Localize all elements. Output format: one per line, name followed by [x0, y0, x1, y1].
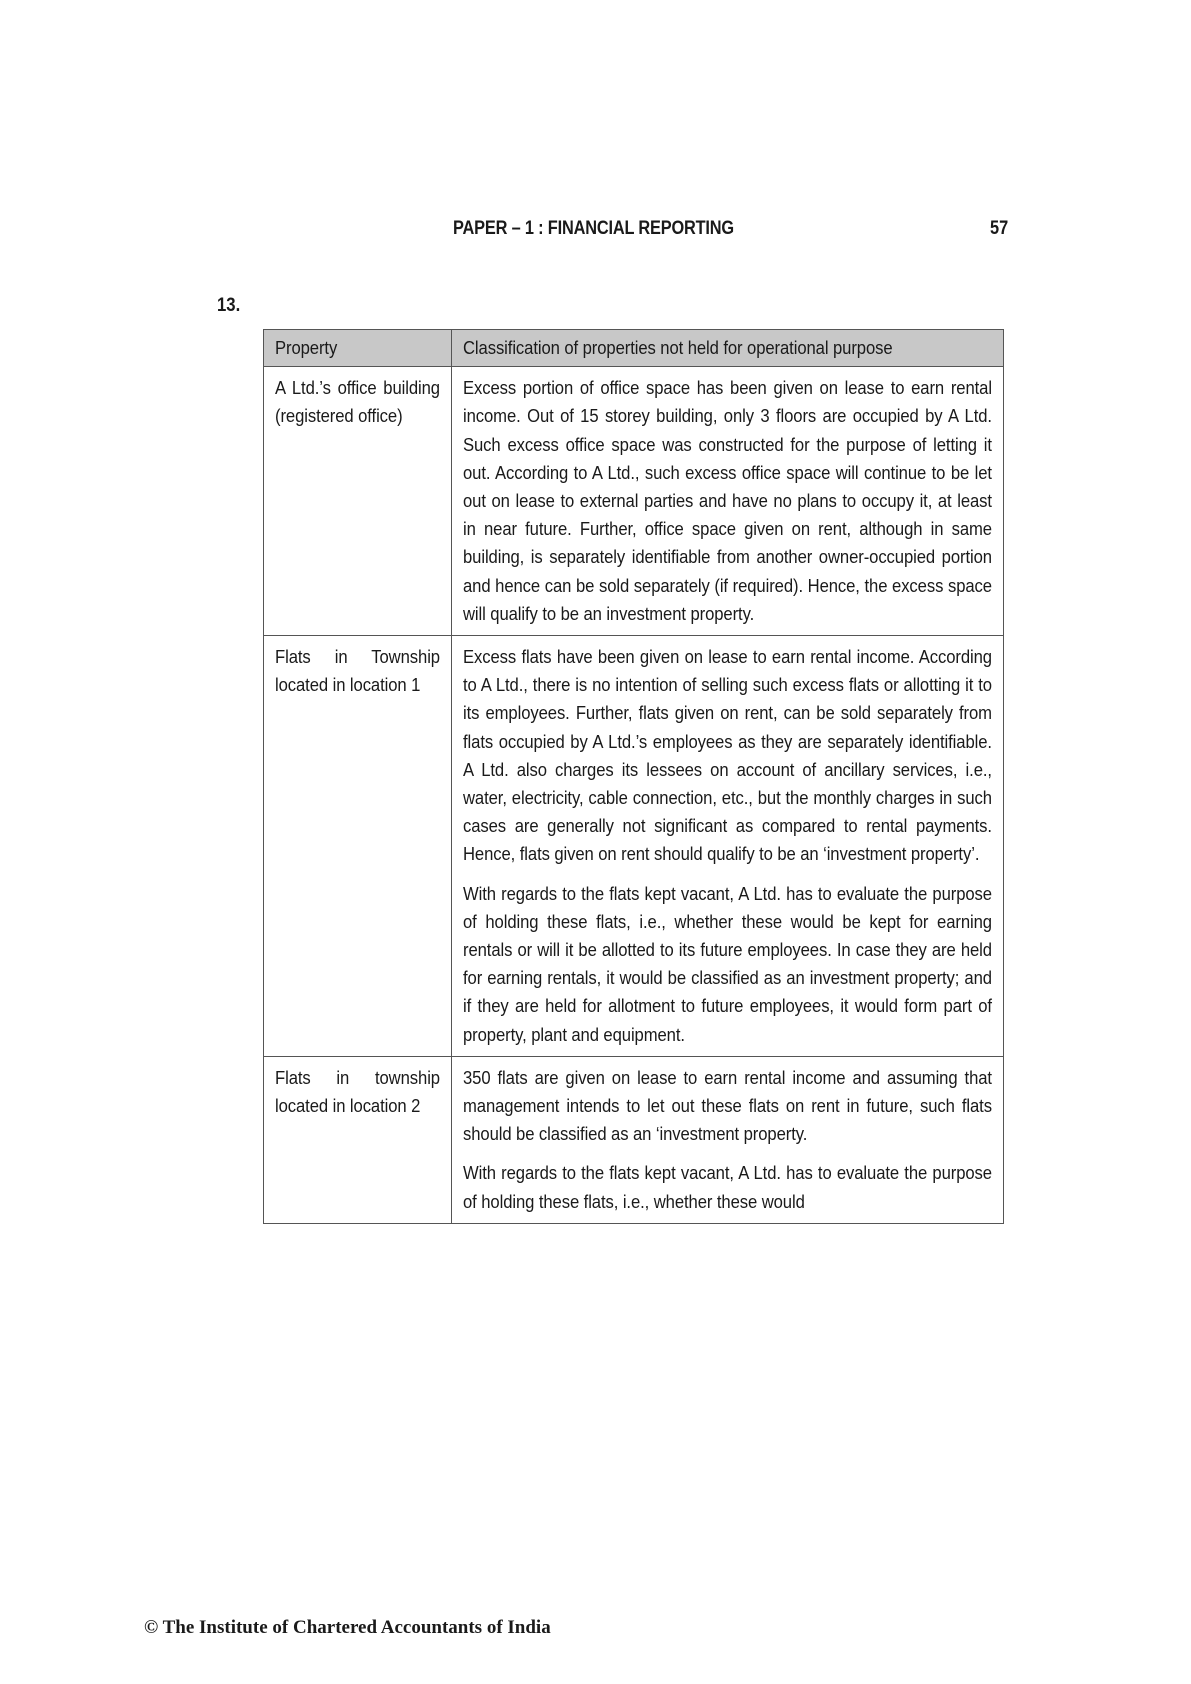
page-header: [0, 218, 1191, 242]
classification-cell: [452, 636, 1004, 1057]
classification-cell: [452, 367, 1004, 636]
classification-table: [263, 329, 1004, 1224]
classification-paragraph: Excess portion of office space has been given on lease to earn rental income. Out of 15 storey building, only 3 floors are occupied by A Ltd. Such excess office space was constructed for the purpose of letting it out. According to A Ltd., such excess office space will continue to be let out on lease to external parties and have no plans to occupy it, at least in near future. Further, office space given on rent, although in same building, is separately identifiable from another owner-occupied portion and hence can be sold separately (if required). Hence, the excess space will qualify to be an investment property.: [463, 377, 992, 624]
property-cell: A Ltd.’s office building (registered office): [264, 367, 452, 636]
page-number: 57: [990, 218, 1009, 239]
table-row: [264, 367, 1004, 636]
header-cell-classification: Classification of properties not held for operational purpose: [452, 330, 1004, 367]
table-header-row: [264, 330, 1004, 367]
classification-paragraph: 350 flats are given on lease to earn rental income and assuming that management intends to let out these flats on rent in future, such flats should be classified as an ‘investment property.: [463, 1066, 992, 1145]
table-row: [264, 1056, 1004, 1223]
table-row: [264, 636, 1004, 1057]
paper-title: PAPER – 1 : FINANCIAL REPORTING: [453, 218, 734, 239]
copyright-footer: © The Institute of Chartered Accountants of India: [144, 1617, 551, 1638]
classification-cell: [452, 1056, 1004, 1223]
property-cell: Flats in Township located in location 1: [264, 636, 452, 1057]
question-number: 13.: [217, 295, 241, 316]
header-cell-property: Property: [264, 330, 452, 367]
classification-paragraph: Excess flats have been given on lease to earn rental income. According to A Ltd., there is no intention of selling such excess flats or allotting it to its employees. Further, flats given on rent, can be sold separately from flats occupied by A Ltd.’s employees as they are separately identifiable. A Ltd. also charges its lessees on account of ancillary services, i.e., water, electricity, cable connection, etc., but the monthly charges in such cases are generally not significant as compared to rental payments. Hence, flats given on rent should qualify to be an ‘investment property’.: [463, 646, 992, 865]
classification-paragraph: With regards to the flats kept vacant, A Ltd. has to evaluate the purpose of holding these flats, i.e., whether these would: [463, 1162, 992, 1212]
property-cell: Flats in township located in location 2: [264, 1056, 452, 1223]
classification-paragraph: With regards to the flats kept vacant, A Ltd. has to evaluate the purpose of holding these flats, i.e., whether these would be kept for earning rentals or will it be allotted to its future employees. In case they are held for earning rentals, it would be classified as an investment property; and if they are held for allotment to future employees, it would form part of property, plant and equipment.: [463, 882, 992, 1045]
